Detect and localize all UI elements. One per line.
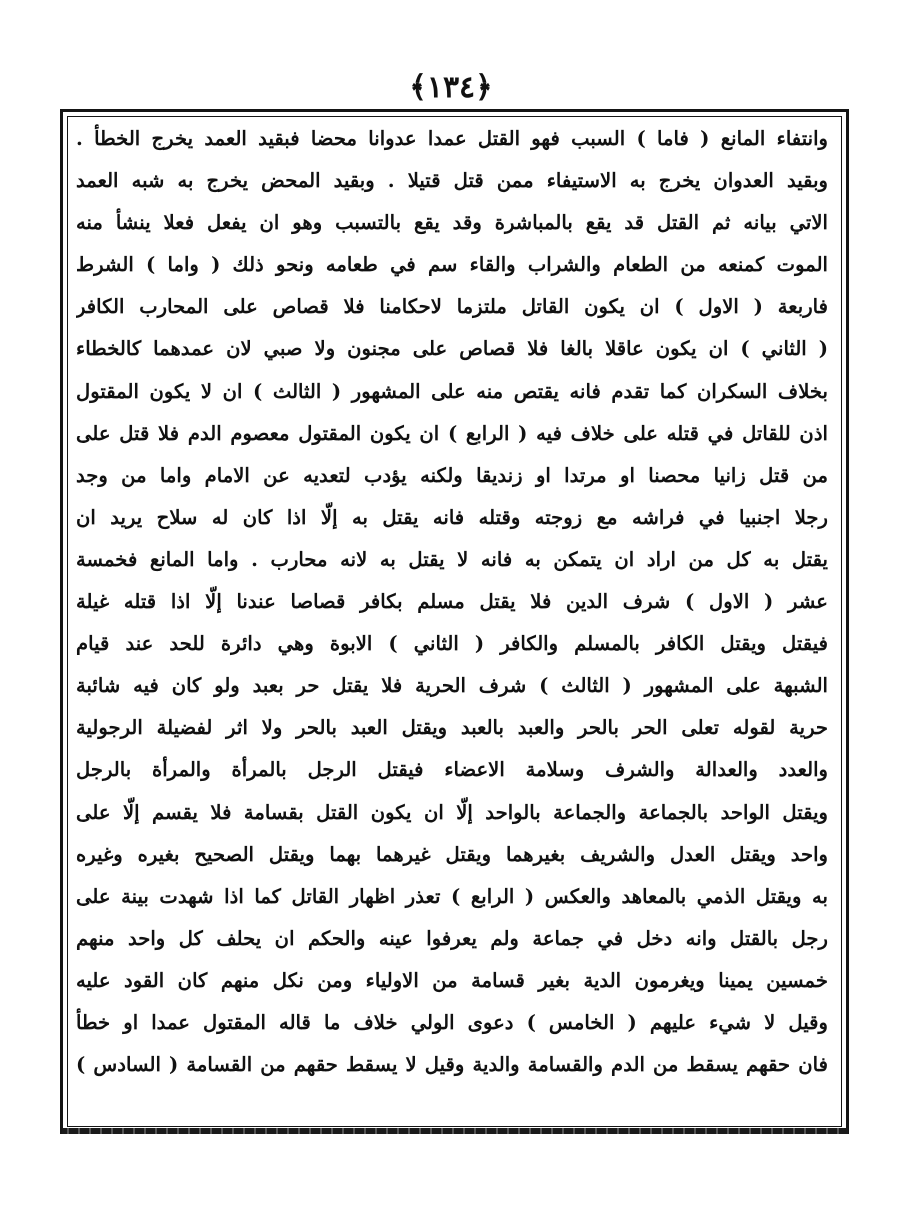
text-line: فيقتل ويقتل الكافر بالمسلم والكافر ( الثاني ) الابوة وهي دائرة للحد عند قيام [76, 632, 828, 656]
text-line: الشبهة على المشهور ( الثالث ) شرف الحرية فلا يقتل حر بعبد ولو كان فيه شائبة [76, 674, 828, 698]
text-line: رجل بالقتل وانه دخل في جماعة ولم يعرفوا عينه والحكم ان يحلف كل واحد منهم [76, 926, 828, 950]
text-line: بخلاف السكران كما تقدم فانه يقتص منه على المشهور ( الثالث ) ان لا يكون المقتول [76, 379, 828, 403]
text-line: الاتي بيانه ثم القتل قد يقع بالمباشرة وقد يقع بالتسبب وهو ان يفعل فعلا ينشأ منه [76, 211, 828, 235]
body-text [76, 118, 828, 1086]
text-line: وبقيد العدوان يخرج به الاستيفاء ممن قتل قتيلا . وبقيد المحض يخرج به شبه العمد [76, 169, 828, 193]
text-line: عشر ( الاول ) شرف الدين فلا يقتل مسلم بكافر قصاصا عندنا إلّا اذا قتله غيلة [76, 590, 828, 614]
text-line: الموت كمنعه من الطعام والشراب والقاء سم في طعامه ونحو ذلك ( واما ) الشرط [76, 253, 828, 277]
text-line: رجلا اجنبيا في فراشه مع زوجته وقتله فانه يقتل به إلّا اذا كان له سلاح يريد ان [76, 505, 828, 529]
page-number: ﴿١٣٤﴾ [409, 70, 493, 105]
text-line: وقيل لا شيء عليهم ( الخامس ) دعوى الولي خلاف ما قاله المقتول عمدا او خطأ [76, 1010, 828, 1034]
text-line: يقتل به كل من اراد ان يتمكن به فانه لا يقتل به لانه محارب . واما المانع فخمسة [76, 547, 828, 571]
text-line: اذن للقاتل في قتله على خلاف فيه ( الرابع ) ان يكون المقتول معصوم الدم فلا قتل على [76, 421, 828, 445]
text-line: وانتفاء المانع ( فاما ) السبب فهو القتل عمدا عدوانا محضا فبقيد العمد يخرج الخطأ . [76, 127, 828, 150]
text-line: فاربعة ( الاول ) ان يكون القاتل ملتزما لاحكامنا فلا قصاص على المحارب الكافر [76, 295, 828, 319]
text-line: من قتل زانيا محصنا او مرتدا او زنديقا ولكنه يؤدب لتعديه عن الامام واما من وجد [76, 463, 828, 487]
text-line: والعدد والعدالة والشرف وسلامة الاعضاء فيقتل الرجل بالمرأة والمرأة بالرجل [76, 758, 828, 782]
text-line: خمسين يمينا ويغرمون الدية بغير قسامة من الاولياء ومن نكل منهم كان القود عليه [76, 968, 828, 992]
text-line: ( الثاني ) ان يكون عاقلا بالغا فلا قصاص على مجنون ولا صبي لان عمدهما كالخطاء [76, 337, 828, 361]
text-line: به ويقتل الذمي بالمعاهد والعكس ( الرابع ) تعذر اظهار القاتل كما اذا شهدت بينة على [76, 884, 828, 908]
text-line: ويقتل الواحد بالجماعة والجماعة بالواحد إلّا ان يكون القتل بقسامة فلا يقسم إلّا على [76, 800, 828, 824]
text-line: حرية لقوله تعلى الحر بالحر والعبد بالعبد ويقتل العبد بالحر ولا اثر لفضيلة الرجولية [76, 716, 828, 740]
text-line: واحد ويقتل العدل والشريف بغيرهما ويقتل غيرهما بهما ويقتل الصحيح بغيره وغيره [76, 842, 828, 866]
text-line: فان حقهم يسقط من الدم والقسامة والدية وقيل لا يسقط حقهم من القسامة ( السادس ) [76, 1053, 828, 1077]
frame-bottom-hatching [62, 1128, 848, 1134]
